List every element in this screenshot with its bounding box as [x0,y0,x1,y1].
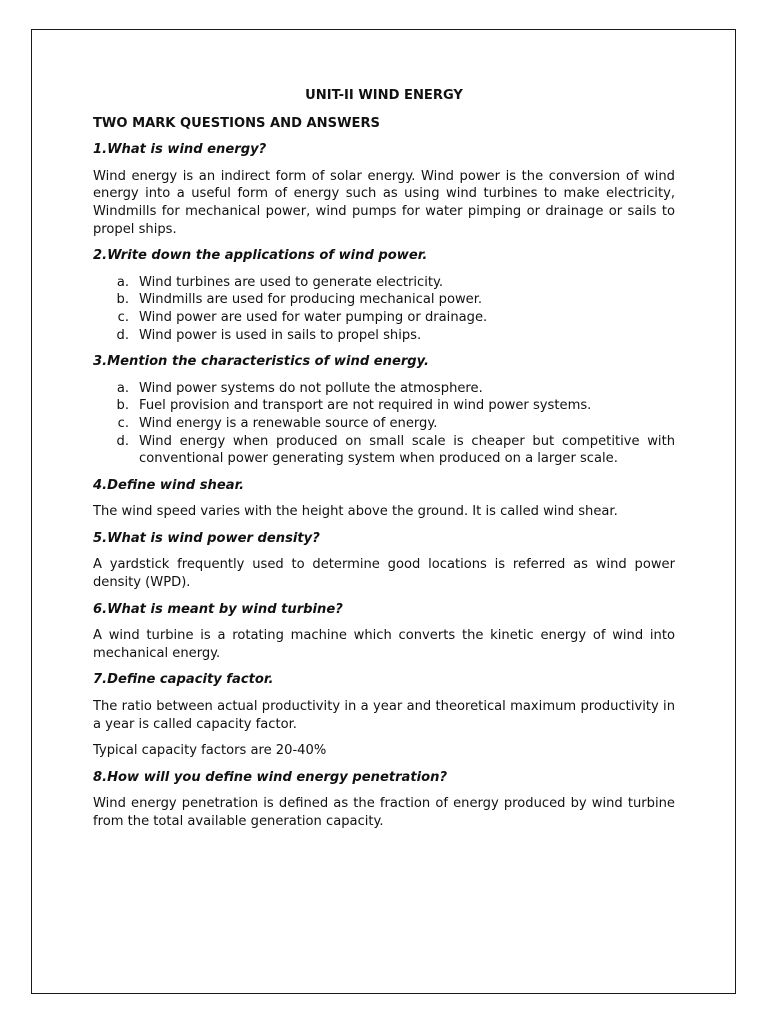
document-title: UNIT-II WIND ENERGY [305,88,463,103]
answer-1: Wind energy is an indirect form of solar energy. Wind power is the conversion of wind energy into a useful form of energy such as using wind turbines to make electricity, Windmills for mechanical power, wind pumps for water pimping or drainage or sails to propel ships. [93,168,675,237]
document-subtitle: TWO MARK QUESTIONS AND ANSWERS [93,115,380,131]
question-8: 8.How will you define wind energy penetration? [93,769,448,785]
list-item [93,291,675,309]
question-4: 4.Define wind shear. [93,477,245,493]
list-item-text: Windmills are used for producing mechanical power. [139,292,483,308]
answer-7-note: Typical capacity factors are 20-40% [93,743,327,759]
list-item-text: Wind energy when produced on small scale is cheaper but competitive with conventional power generating system when produced on a larger scale. [139,433,675,467]
list-marker: c. [117,415,129,431]
question-6: 6.What is meant by wind turbine? [93,601,343,617]
list-marker: a. [116,380,129,396]
list-marker: c. [117,309,129,325]
list-item-text: Wind energy is a renewable source of energy. [139,415,438,431]
question-1: 1.What is wind energy? [93,142,267,158]
answer-7: The ratio between actual productivity in a year and theoretical maximum productivity in a year is called capacity factor. [93,699,675,732]
question-3: 3.Mention the characteristics of wind energy. [93,354,429,370]
list-item [93,309,675,327]
list-item [93,397,675,415]
answer-6: A wind turbine is a rotating machine which converts the kinetic energy of wind into mechanical energy. [93,628,675,661]
list-item-text: Fuel provision and transport are not required in wind power systems. [139,398,592,414]
list-marker: d. [116,327,129,343]
document-body [93,87,675,840]
question-2: 2.Write down the applications of wind power. [93,248,428,264]
list-item [93,433,675,468]
list-marker: b. [116,398,129,414]
list-marker: d. [116,433,129,449]
answer-8: Wind energy penetration is defined as the fraction of energy produced by wind turbine from the total available generation capacity. [93,796,675,829]
list-item [93,380,675,398]
answer-2-list [93,274,675,344]
list-item-text: Wind power are used for water pumping or drainage. [139,309,488,325]
list-marker: b. [116,292,129,308]
question-7: 7.Define capacity factor. [93,672,274,688]
list-item [93,274,675,292]
answer-3-list [93,380,675,468]
answer-5: A yardstick frequently used to determine good locations is referred as wind power density (WPD). [93,557,675,591]
list-item-text: Wind turbines are used to generate electricity. [139,274,444,290]
list-item [93,415,675,433]
list-item [93,327,675,345]
question-5: 5.What is wind power density? [93,530,320,546]
answer-4: The wind speed varies with the height above the ground. It is called wind shear. [93,504,618,520]
list-marker: a. [116,274,129,290]
list-item-text: Wind power systems do not pollute the atmosphere. [139,380,483,396]
list-item-text: Wind power is used in sails to propel ships. [139,327,422,343]
